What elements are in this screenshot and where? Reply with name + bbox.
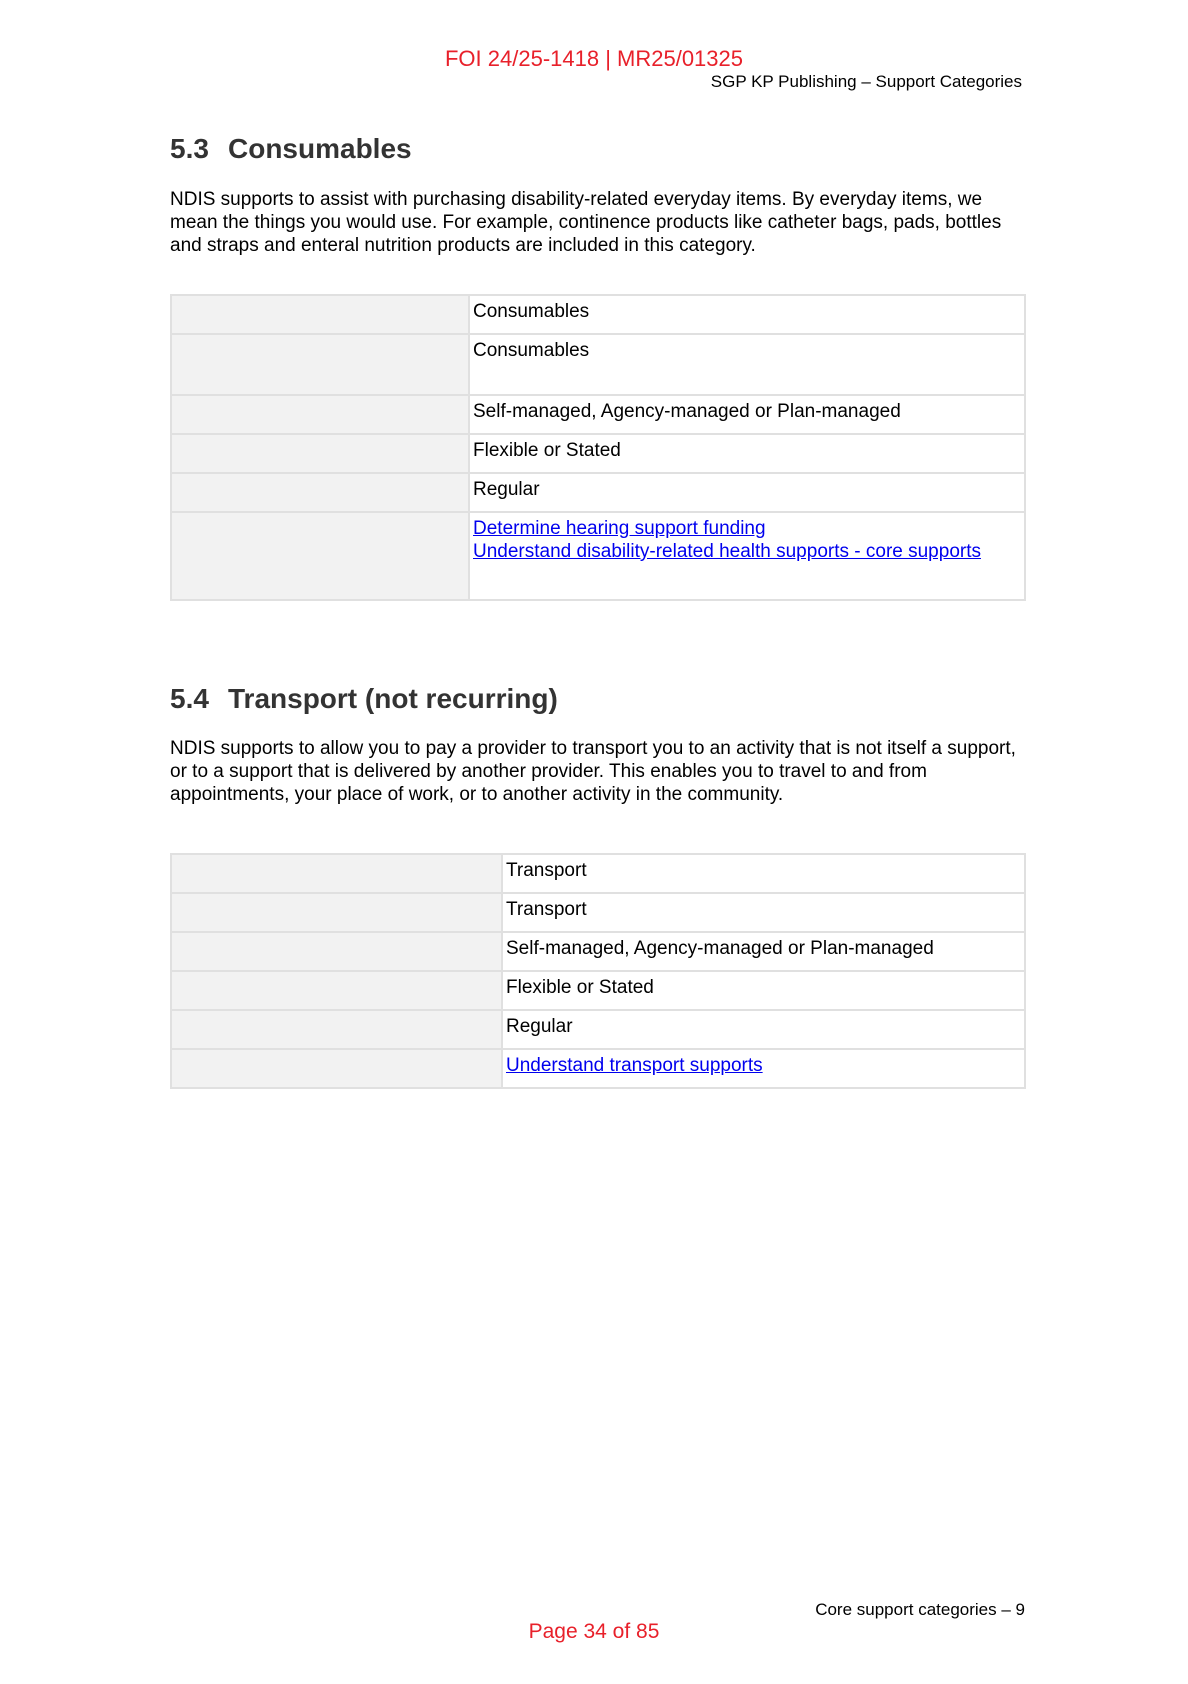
link-disability-health-supports[interactable]: Understand disability-related health supports - core supports	[473, 541, 981, 562]
row-label-cell	[171, 473, 469, 512]
row-label-cell	[171, 512, 469, 600]
table-row	[171, 512, 1025, 600]
consumables-details-table	[170, 294, 1026, 601]
row-value-cell: Consumables	[469, 334, 1025, 395]
row-value-cell: Transport	[502, 854, 1025, 893]
transport-details-table	[170, 853, 1026, 1089]
footer-section-label: Core support categories – 9	[815, 1600, 1025, 1619]
row-value-cell: Self-managed, Agency-managed or Plan-managed	[469, 395, 1025, 434]
row-label-cell	[171, 854, 502, 893]
table-row	[171, 932, 1025, 971]
foi-reference: FOI 24/25-1418 | MR25/01325	[444, 46, 743, 71]
row-label-cell	[171, 932, 502, 971]
section-heading-transport	[170, 683, 1024, 715]
row-label-cell	[171, 893, 502, 932]
row-label-cell	[171, 334, 469, 395]
document-title: SGP KP Publishing – Support Categories	[710, 72, 1022, 91]
page-number: Page 34 of 85	[528, 1620, 660, 1643]
link-transport-supports[interactable]: Understand transport supports	[506, 1055, 763, 1076]
row-label-cell	[171, 971, 502, 1010]
section-title: Transport (not recurring)	[228, 683, 558, 714]
table-row	[171, 295, 1025, 334]
table-row	[171, 334, 1025, 395]
row-value-cell: Flexible or Stated	[502, 971, 1025, 1010]
row-links-cell	[502, 1049, 1025, 1088]
section-number: 5.4	[170, 683, 209, 714]
row-value-cell: Self-managed, Agency-managed or Plan-managed	[502, 932, 1025, 971]
table-row	[171, 434, 1025, 473]
row-label-cell	[171, 434, 469, 473]
table-row	[171, 854, 1025, 893]
table-row	[171, 395, 1025, 434]
table-row	[171, 1010, 1025, 1049]
row-links-cell	[469, 512, 1025, 600]
section-body-transport: NDIS supports to allow you to pay a provider to transport you to an activity that is not itself a support, or to a support that is delivered by another provider. This enables you to travel to and from appointments, your place of work, or to another activity in the community.	[170, 738, 1016, 805]
section-body-consumables: NDIS supports to assist with purchasing disability-related everyday items. By everyday items, we mean the things you would use. For example, continence products like catheter bags, pads, bottles and straps and enteral nutrition products are included in this category.	[170, 189, 1002, 256]
table-row	[171, 893, 1025, 932]
table-row	[171, 971, 1025, 1010]
row-value-cell: Regular	[469, 473, 1025, 512]
table-row	[171, 1049, 1025, 1088]
link-hearing-support-funding[interactable]: Determine hearing support funding	[473, 518, 766, 539]
row-label-cell	[171, 1010, 502, 1049]
row-value-cell: Transport	[502, 893, 1025, 932]
section-heading-consumables	[170, 133, 1024, 165]
row-label-cell	[171, 1049, 502, 1088]
section-number: 5.3	[170, 133, 209, 164]
row-value-cell: Flexible or Stated	[469, 434, 1025, 473]
row-label-cell	[171, 295, 469, 334]
row-value-cell: Consumables	[469, 295, 1025, 334]
row-label-cell	[171, 395, 469, 434]
section-title: Consumables	[228, 133, 412, 164]
table-row	[171, 473, 1025, 512]
row-value-cell: Regular	[502, 1010, 1025, 1049]
